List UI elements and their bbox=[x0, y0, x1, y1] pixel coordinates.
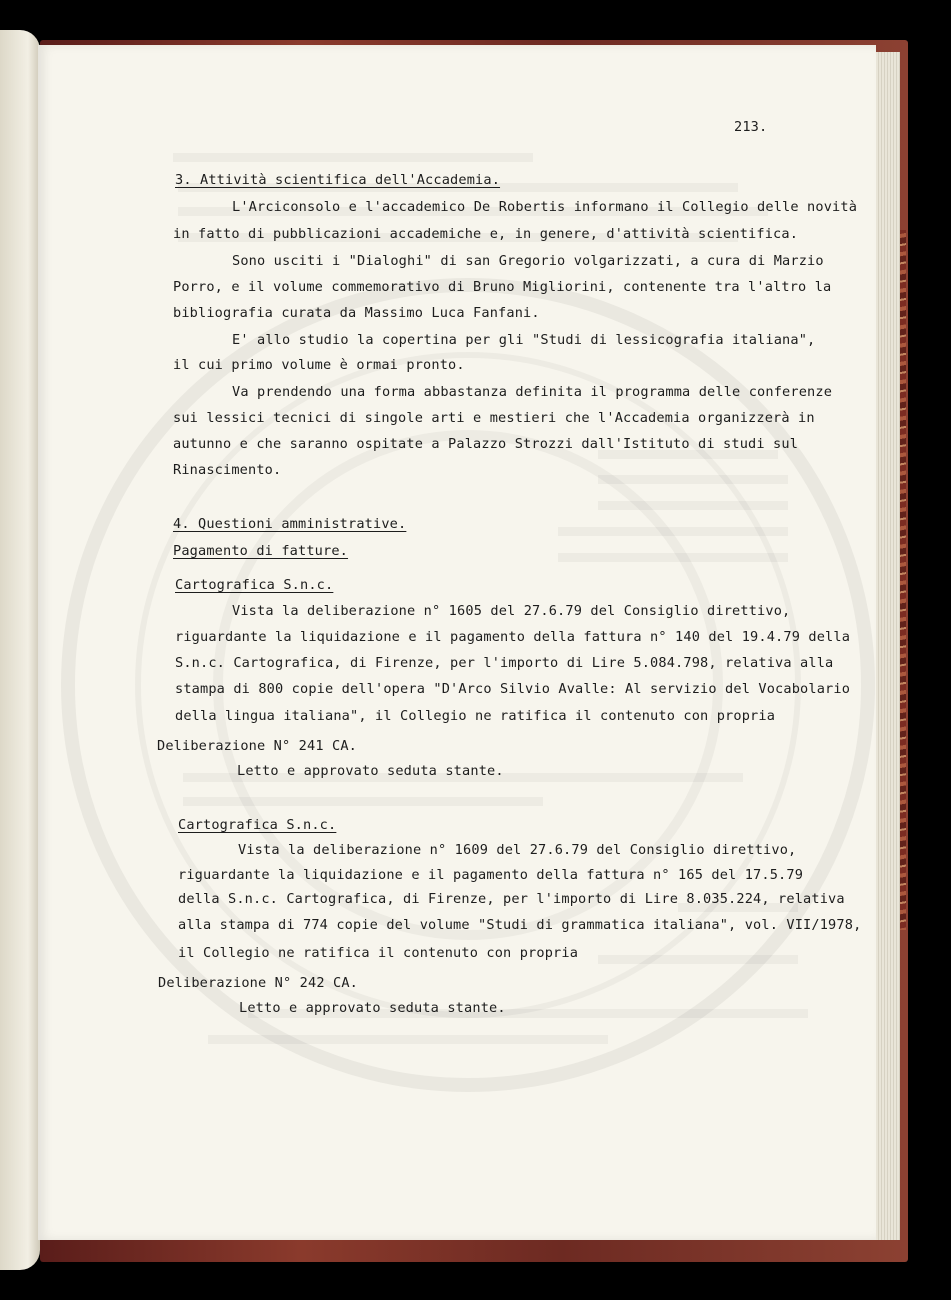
paragraph-line: alla stampa di 774 copie del volume "Studi di grammatica italiana", vol. VII/1978, bbox=[178, 917, 862, 933]
paragraph-line: bibliografia curata da Massimo Luca Fanfani. bbox=[173, 305, 540, 321]
paragraph-line: Va prendendo una forma abbastanza definita il programma delle conferenze bbox=[232, 384, 833, 400]
left-page-edge bbox=[0, 30, 40, 1270]
paragraph-line: il Collegio ne ratifica il contenuto con propria bbox=[178, 945, 579, 961]
paragraph-line: Sono usciti i "Dialoghi" di san Gregorio volgarizzati, a cura di Marzio bbox=[232, 253, 824, 269]
paragraph-line: riguardante la liquidazione e il pagamento della fattura n° 140 del 19.4.79 della bbox=[175, 629, 851, 645]
section-heading-4: 4. Questioni amministrative. bbox=[173, 516, 407, 532]
paragraph-line: riguardante la liquidazione e il pagamento della fattura n° 165 del 17.5.79 bbox=[178, 867, 804, 883]
paragraph-line: L'Arciconsolo e l'accademico De Robertis informano il Collegio delle novità bbox=[232, 199, 858, 215]
paragraph-line: della lingua italiana", il Collegio ne ratifica il contenuto con propria bbox=[175, 708, 776, 724]
paragraph-line: Porro, e il volume commemorativo di Bruno Migliorini, contenente tra l'altro la bbox=[173, 279, 832, 295]
paragraph-line: stampa di 800 copie dell'opera "D'Arco Silvio Avalle: Al servizio del Vocabolario bbox=[175, 681, 851, 697]
approval-line: Letto e approvato seduta stante. bbox=[239, 1000, 506, 1016]
paragraph-line: Vista la deliberazione n° 1605 del 27.6.79 del Consiglio direttivo, bbox=[232, 603, 791, 619]
paragraph-line: della S.n.c. Cartografica, di Firenze, per l'importo di Lire 8.035.224, relativa bbox=[178, 891, 845, 907]
section-heading-3: 3. Attività scientifica dell'Accademia. bbox=[175, 172, 501, 188]
paragraph-line: Rinascimento. bbox=[173, 462, 282, 478]
subsection-heading: Pagamento di fatture. bbox=[173, 543, 349, 559]
entry-title: Cartografica S.n.c. bbox=[175, 577, 334, 593]
deliberation-number: Deliberazione N° 241 CA. bbox=[157, 738, 358, 754]
paragraph-line: S.n.c. Cartografica, di Firenze, per l'importo di Lire 5.084.798, relativa alla bbox=[175, 655, 834, 671]
deliberation-number: Deliberazione N° 242 CA. bbox=[158, 975, 359, 991]
paragraph-line: E' allo studio la copertina per gli "Studi di lessicografia italiana", bbox=[232, 332, 816, 348]
paragraph-line: Vista la deliberazione n° 1609 del 27.6.79 del Consiglio direttivo, bbox=[238, 842, 797, 858]
paragraph-line: il cui primo volume è ormai pronto. bbox=[173, 357, 465, 373]
paragraph-line: sui lessici tecnici di singole arti e mestieri che l'Accademia organizzerà in bbox=[173, 410, 815, 426]
paragraph-line: autunno e che saranno ospitate a Palazzo Strozzi dall'Istituto di studi sul bbox=[173, 436, 799, 452]
page-number: 213. bbox=[734, 119, 768, 135]
paragraph-line: in fatto di pubblicazioni accademiche e, in genere, d'attività scientifica. bbox=[173, 226, 799, 242]
entry-title: Cartografica S.n.c. bbox=[178, 817, 337, 833]
approval-line: Letto e approvato seduta stante. bbox=[237, 763, 504, 779]
